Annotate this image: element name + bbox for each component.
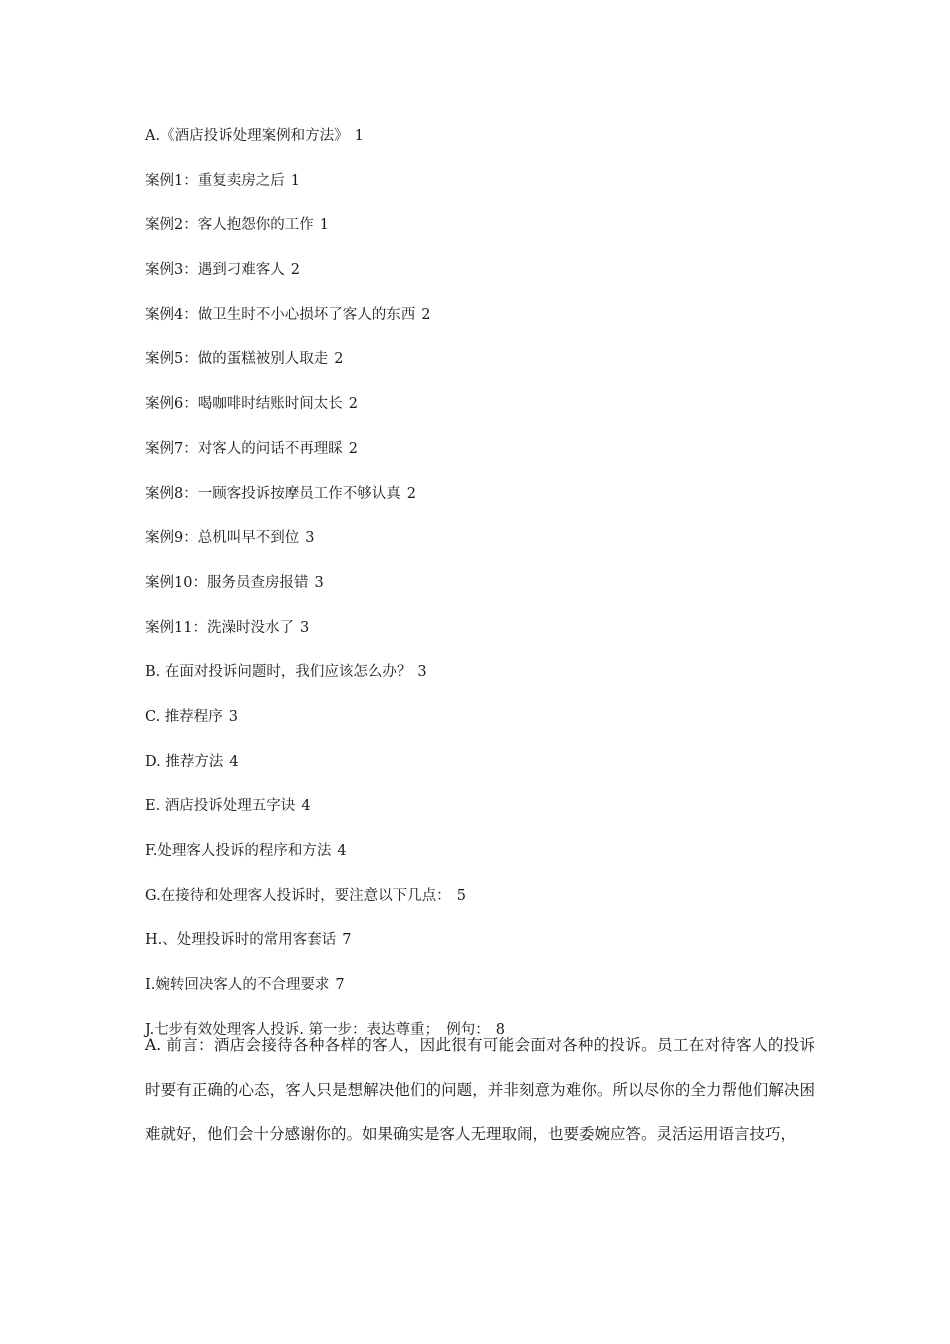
toc-entry[interactable] xyxy=(145,258,825,303)
toc-entry-label: 案例6：喝咖啡时结账时间太长 xyxy=(145,396,343,413)
toc-entry-label: 案例1：重复卖房之后 xyxy=(145,172,285,189)
toc-entry[interactable] xyxy=(145,124,825,169)
toc-entry-page-number: 2 xyxy=(334,351,344,368)
toc-entry-label: 案例9：总机叫早不到位 xyxy=(145,530,300,547)
toc-entry[interactable] xyxy=(145,884,825,929)
toc-entry-page-number: 8 xyxy=(495,1021,505,1038)
toc-entry[interactable] xyxy=(145,750,825,795)
toc-entry-label: 案例7：对客人的问话不再理睬 xyxy=(145,440,343,457)
toc-entry-page-number: 3 xyxy=(299,619,310,636)
toc-entry[interactable] xyxy=(145,213,825,258)
toc-entry-label: 案例4：做卫生时不小心损坏了客人的东西 xyxy=(145,306,416,323)
toc-entry-label: A.《酒店投诉处理案例和方法》 xyxy=(145,128,349,144)
toc-entry-label: 案例5：做的蛋糕被别人取走 xyxy=(145,351,329,368)
toc-entry[interactable] xyxy=(145,571,825,616)
toc-entry-label: E. 酒店投诉处理五字诀 xyxy=(145,798,296,815)
toc-entry-page-number: 3 xyxy=(305,530,315,547)
toc-entry-page-number: 4 xyxy=(337,843,347,859)
toc-entry-page-number: 1 xyxy=(290,172,300,189)
toc-entry-label: J.七步有效处理客人投诉. 第一步：表达尊重； 例句： xyxy=(145,1021,490,1038)
toc-entry-label: 案例10：服务员查房报错 xyxy=(145,574,309,591)
toc-entry[interactable] xyxy=(145,526,825,571)
toc-entry[interactable] xyxy=(145,169,825,214)
toc-entry-label: 案例11：洗澡时没水了 xyxy=(145,619,294,636)
toc-entry-label: H.、处理投诉时的常用客套话 xyxy=(145,932,337,949)
toc-entry[interactable] xyxy=(145,392,825,437)
toc-entry-label: D. 推荐方法 xyxy=(145,753,224,770)
toc-entry-label: I.婉转回决客人的不合理要求 xyxy=(145,977,330,994)
toc-entry-page-number: 2 xyxy=(406,485,416,502)
toc-entry-page-number: 7 xyxy=(335,977,345,994)
toc-entry-page-number: 2 xyxy=(348,396,358,413)
toc-entry[interactable] xyxy=(145,839,825,884)
toc-entry[interactable] xyxy=(145,928,825,973)
toc-entry-label: 案例3：遇到刁难客人 xyxy=(145,262,285,279)
toc-entry-page-number: 3 xyxy=(228,708,239,725)
toc-entry-page-number: 1 xyxy=(354,128,364,144)
toc-entry-label: 案例8：一顾客投诉按摩员工作不够认真 xyxy=(145,485,401,502)
toc-entry-page-number: 2 xyxy=(290,262,300,279)
toc-entry-label: G.在接待和处理客人投诉时，要注意以下几点： xyxy=(145,887,451,904)
toc-entry-page-number: 5 xyxy=(456,887,466,904)
toc-entry-page-number: 2 xyxy=(421,306,431,323)
toc-entry-page-number: 7 xyxy=(342,932,352,949)
toc-entry[interactable] xyxy=(145,347,825,392)
table-of-contents xyxy=(145,124,825,1062)
toc-entry-label: F.处理客人投诉的程序和方法 xyxy=(145,843,332,859)
toc-entry[interactable] xyxy=(145,482,825,527)
toc-entry-label: 案例2：客人抱怨你的工作 xyxy=(145,217,314,234)
toc-entry[interactable] xyxy=(145,303,825,348)
toc-entry-page-number: 3 xyxy=(417,664,427,681)
toc-entry-page-number: 1 xyxy=(319,217,329,234)
intro-paragraph: A. 前言：酒店会接待各种各样的客人，因此很有可能会面对各种的投诉。员工在对待客人的投诉时要有正确的心态，客人只是想解决他们的问题，并非刻意为难你。所以尽你的全力帮他们解决困难就好，他们会十分感谢你的。如果确实是客人无理取闹，也要委婉应答。灵活运用语言技巧， xyxy=(145,1036,815,1143)
toc-entry[interactable] xyxy=(145,660,825,705)
toc-entry[interactable] xyxy=(145,437,825,482)
toc-entry[interactable] xyxy=(145,616,825,661)
toc-entry[interactable] xyxy=(145,794,825,839)
toc-entry-page-number: 2 xyxy=(348,440,358,457)
toc-entry[interactable] xyxy=(145,973,825,1018)
toc-entry-label: C. 推荐程序 xyxy=(145,708,223,725)
toc-entry-page-number: 3 xyxy=(314,574,324,591)
toc-entry-label: B. 在面对投诉问题时，我们应该怎么办？ xyxy=(145,664,412,681)
toc-entry-page-number: 4 xyxy=(229,753,239,770)
toc-entry-page-number: 4 xyxy=(301,798,311,815)
toc-entry[interactable] xyxy=(145,705,825,750)
